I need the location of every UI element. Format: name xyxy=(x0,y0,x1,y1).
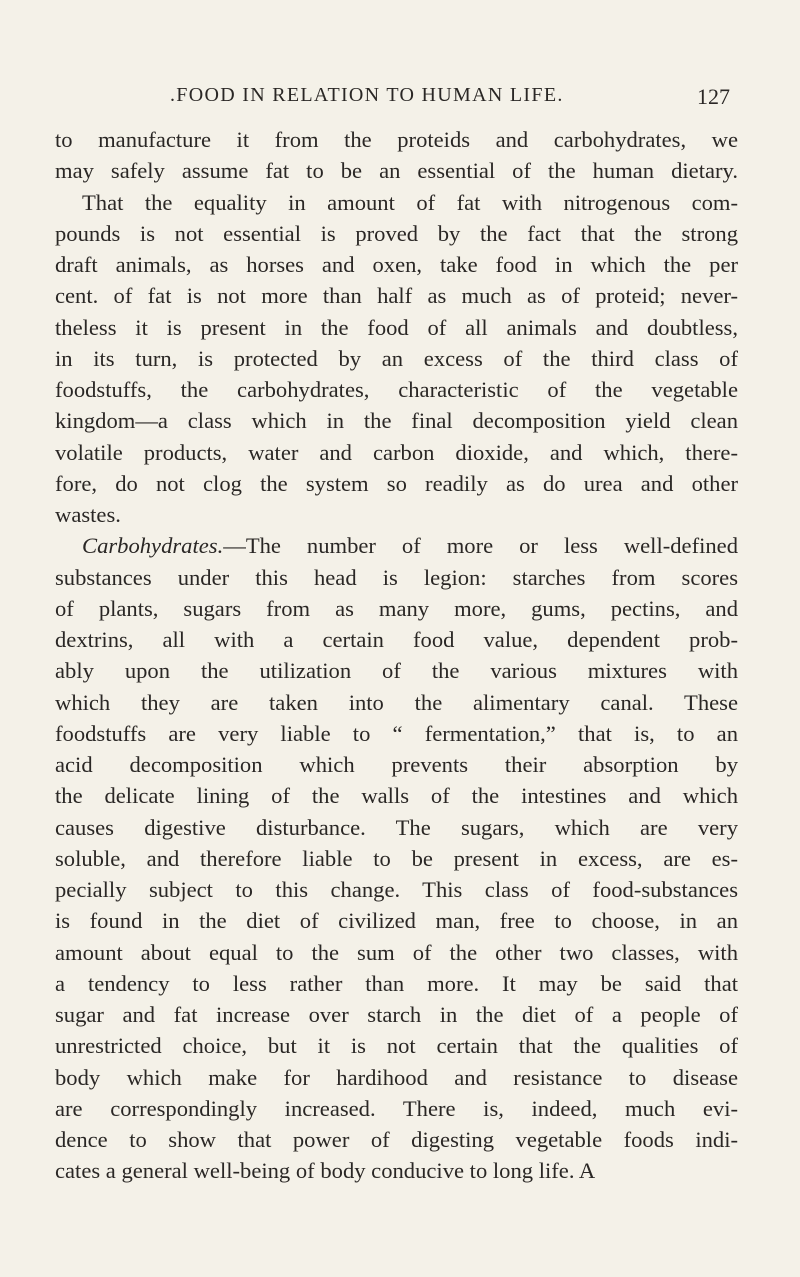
text-line: cent. of fat is not more than half as much as of proteid; never- xyxy=(55,283,738,309)
section-heading: Carbohydrates. xyxy=(82,533,224,559)
text-line: of plants, sugars from as many more, gums, pectins, and xyxy=(55,595,738,621)
text-line: a tendency to less rather than more. It may be said that xyxy=(55,970,738,996)
running-head xyxy=(0,84,800,114)
text-line: acid decomposition which prevents their absorption by xyxy=(55,752,738,777)
text-line: wastes. xyxy=(55,502,121,527)
text-line: draft animals, as horses and oxen, take food in which the per xyxy=(55,252,738,277)
text-line: the delicate lining of the walls of the intestines and which xyxy=(55,783,738,809)
text-line: theless it is present in the food of all animals and doubtless, xyxy=(55,314,738,340)
page-number: 127 xyxy=(697,84,730,109)
text-line: body which make for hardihood and resistance to disease xyxy=(55,1064,738,1090)
text-line: causes digestive disturbance. The sugars, which are very xyxy=(55,814,738,840)
text-line: unrestricted choice, but it is not certain that the qualities of xyxy=(55,1033,738,1059)
text-line: ably upon the utilization of the various mixtures with xyxy=(55,658,738,684)
text-line: pounds is not essential is proved by the fact that the strong xyxy=(55,220,738,246)
text-line: volatile products, water and carbon dioxide, and which, there- xyxy=(55,439,738,465)
section-opening-line xyxy=(55,530,738,561)
text-line: to manufacture it from the proteids and carbohydrates, we xyxy=(55,127,738,152)
section-opening-text: —The number of more or less well-defined xyxy=(223,533,738,559)
text-line: kingdom—a class which in the final decomposition yield clean xyxy=(55,408,738,434)
text-line: cates a general well-being of body conducive to long life. A xyxy=(55,1158,596,1184)
text-line: which they are taken into the alimentary canal. These xyxy=(55,689,738,715)
text-line: in its turn, is protected by an excess of the third class of xyxy=(55,345,738,371)
text-line: dextrins, all with a certain food value, dependent prob- xyxy=(55,627,738,652)
text-line: amount about equal to the sum of the other two classes, with xyxy=(55,939,738,965)
text-line: dence to show that power of digesting vegetable foods indi- xyxy=(55,1127,738,1152)
text-line: That the equality in amount of fat with nitrogenous com- xyxy=(82,189,738,215)
text-line: soluble, and therefore liable to be present in excess, are es- xyxy=(55,845,738,871)
text-line: are correspondingly increased. There is, indeed, much evi- xyxy=(55,1095,738,1121)
text-line: may safely assume fat to be an essential of the human dietary. xyxy=(55,158,738,184)
text-line: fore, do not clog the system so readily as do urea and other xyxy=(55,470,738,496)
text-line: is found in the diet of civilized man, free to choose, in an xyxy=(55,908,738,934)
text-line: foodstuffs are very liable to “ fermentation,” that is, to an xyxy=(55,720,738,746)
text-line: foodstuffs, the carbohydrates, characteristic of the vegetable xyxy=(55,377,738,402)
text-line: substances under this head is legion: starches from scores xyxy=(55,564,738,590)
running-title: .FOOD IN RELATION TO HUMAN LIFE. xyxy=(170,84,564,106)
text-line: sugar and fat increase over starch in the diet of a people of xyxy=(55,1002,738,1027)
body-text xyxy=(55,124,738,1187)
text-line: pecially subject to this change. This class of food-substances xyxy=(55,877,738,902)
